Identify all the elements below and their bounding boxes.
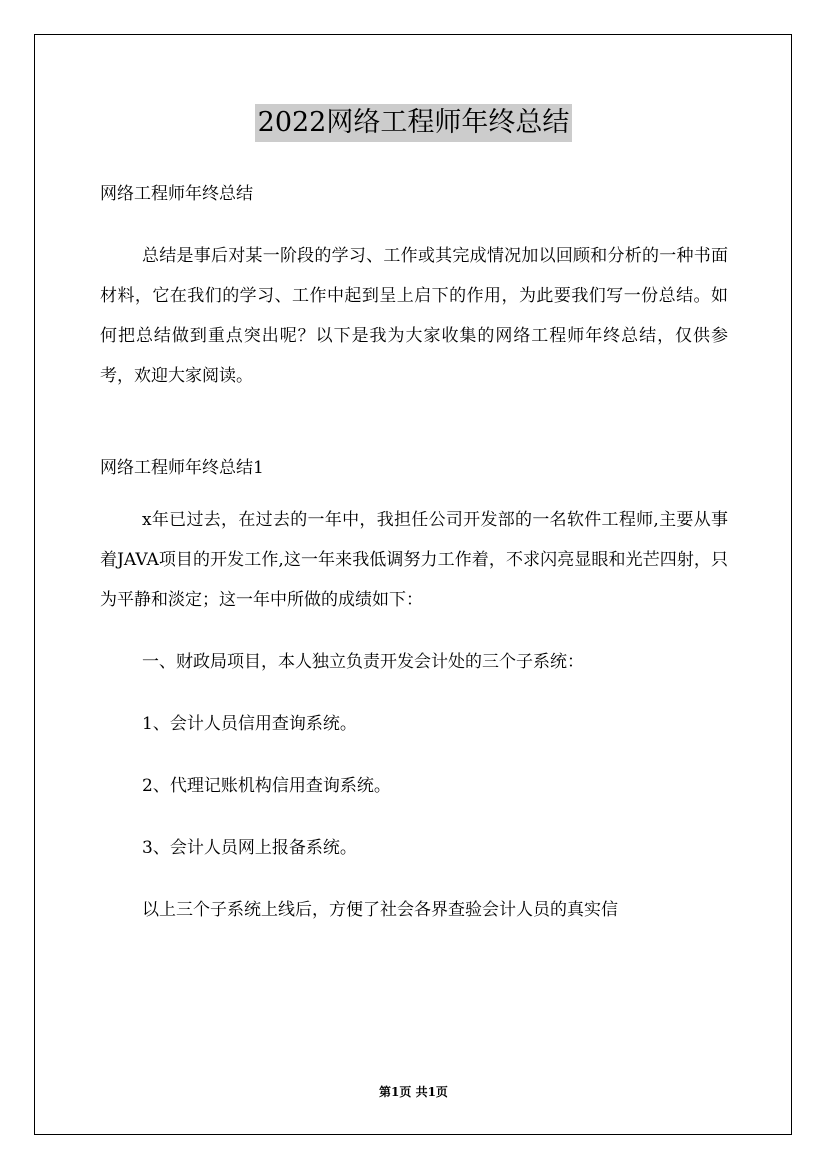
document-title: 2022网络工程师年终总结 bbox=[255, 104, 573, 142]
list-item-1: 1、会计人员信用查询系统。 bbox=[142, 714, 357, 734]
spacer bbox=[100, 396, 728, 448]
document-body bbox=[100, 174, 728, 930]
section-heading-intro: 网络工程师年终总结 bbox=[100, 184, 253, 204]
page-number: 第1页 共1页 bbox=[379, 1085, 448, 1099]
paragraph-1: x年已过去，在过去的一年中，我担任公司开发部的一名软件工程师,主要从事着JAVA项目的开发工作,这一年来我低调努力工作着，不求闪亮显眼和光芒四射，只为平静和淡定；这一年中所做的成绩如下： bbox=[100, 510, 728, 610]
paragraph-2: 以上三个子系统上线后，方便了社会各界查验会计人员的真实信 bbox=[142, 900, 618, 920]
page-footer bbox=[0, 1084, 827, 1100]
list-intro: 一、财政局项目，本人独立负责开发会计处的三个子系统： bbox=[142, 652, 584, 672]
title-container bbox=[0, 104, 827, 142]
section-heading-1: 网络工程师年终总结1 bbox=[100, 458, 264, 478]
list-item-3: 3、会计人员网上报备系统。 bbox=[142, 838, 357, 858]
list-item-2: 2、代理记账机构信用查询系统。 bbox=[142, 776, 391, 796]
intro-paragraph: 总结是事后对某一阶段的学习、工作或其完成情况加以回顾和分析的一种书面材料，它在我们的学习、工作中起到呈上启下的作用，为此要我们写一份总结。如何把总结做到重点突出呢？以下是我为大家收集的网络工程师年终总结，仅供参考，欢迎大家阅读。 bbox=[100, 246, 728, 386]
